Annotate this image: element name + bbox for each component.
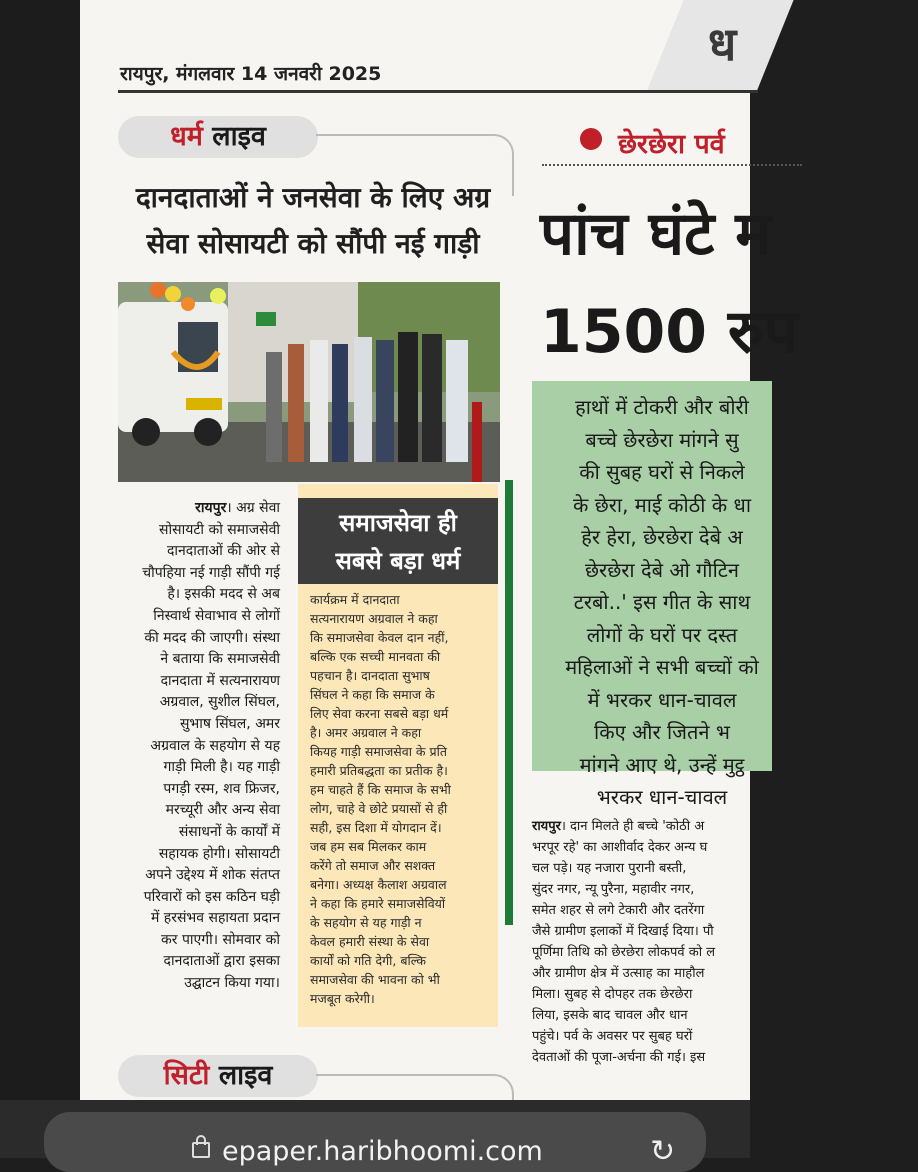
right-headline-line-1: पांच घंटे म (540, 199, 772, 269)
body-line: कर पाएगी। सोमवार को (161, 931, 280, 948)
section-label-city-live (118, 1055, 318, 1097)
green-line: हाथों में टोकरी और बोरी (575, 395, 749, 419)
right-body-line: मिला। सुबह से दोपहर तक छेरछेरा (532, 987, 693, 1002)
green-line: हेर हेरा, छेरछेरा देबे अ (581, 525, 743, 549)
sidebar-line: जब हम सब मिलकर काम (310, 839, 427, 854)
right-body-line: और ग्रामीण क्षेत्र में उत्साह का माहौल (532, 966, 705, 981)
body-line: निस्वार्थ सेवाभाव से लोगों (153, 607, 280, 624)
green-line: के छेरा, माई कोठी के धा (572, 492, 752, 517)
column-divider (505, 480, 513, 925)
headline-line-2: सेवा सोसायटी को सौंपी नई गाड़ी (146, 227, 480, 260)
body-line: परिवारों को इस कठिन घड़ी (143, 888, 280, 905)
headline-line-1: दानदाताओं ने जनसेवा के लिए अग्र (135, 181, 491, 214)
section-label-dharm-live (118, 116, 318, 158)
sidebar-line: लोग, चाहे वे छोटे प्रयासों से ही (310, 801, 448, 816)
sidebar-line: कार्यों को गति देगी, बल्कि (310, 953, 426, 968)
newspaper-page[interactable] (80, 0, 798, 1100)
article-body (120, 498, 280, 995)
sidebar-line: सिंघल ने कहा कि समाज के (310, 687, 435, 702)
right-body-line: देवताओं की पूजा-अर्चना की गई। इस (532, 1050, 706, 1065)
sidebar-line: है। अमर अग्रवाल ने कहा (310, 725, 422, 740)
green-highlight-box (532, 381, 772, 809)
sidebar-line: के सहयोग से यह गाड़ी न (310, 915, 422, 930)
reload-icon[interactable]: ↻ (650, 1134, 676, 1169)
body-line: की मदद की जाएगी। संस्था (144, 629, 280, 646)
right-body-line: चल पड़े। यह नजारा पुरानी बस्ती, (532, 861, 687, 876)
sidebar-title-line-2: सबसे बड़ा धर्म (335, 547, 461, 575)
sidebar-line: मजबूत करेगी। (310, 991, 375, 1006)
lock-icon (192, 1142, 210, 1158)
body-line: मरच्यूरी और अन्य सेवा (165, 802, 280, 819)
right-body-line: । दान मिलते ही बच्चे 'कोठी अ (560, 819, 705, 834)
sidebar-title (298, 498, 498, 584)
right-body-line: पूर्णिमा तिथि को छेरछेरा लोकपर्व को ल (532, 945, 716, 960)
right-body-line: समेत शहर से लगे टेकारी और दतरेंगा (532, 903, 705, 918)
sidebar-line: कि समाजसेवा केवल दान नहीं, (310, 630, 449, 645)
body-line: दानदाताओं द्वारा इसका (163, 953, 280, 970)
bullet-dot-icon (580, 128, 602, 150)
page-dateline: रायपुर, मंगलवार 14 जनवरी 2025 (120, 63, 382, 85)
sidebar-line: केवल हमारी संस्था के सेवा (310, 934, 430, 949)
sidebar-line: सत्यनारायण अग्रवाल ने कहा (310, 611, 438, 626)
sidebar-line: हमारी प्रतिबद्धता का प्रतीक है। (310, 763, 448, 778)
green-line: बच्चे छेरछेरा मांगने सु (585, 427, 739, 452)
body-line: अपने उद्देश्य में शोक संतप्त (145, 867, 280, 884)
body-line: चौपहिया नई गाड़ी सौंपी गई (142, 564, 280, 581)
body-line: में हरसंभव सहायता प्रदान (150, 910, 280, 927)
dotted-rule (542, 164, 802, 166)
sidebar-title-line-1: समाजसेवा ही (339, 509, 457, 537)
section-label-part1: सिटी (163, 1060, 210, 1091)
right-kicker: छेरछेरा पर्व (618, 129, 725, 160)
sidebar-line: पहचान है। दानदाता सुभाष (310, 668, 430, 683)
green-line: में भरकर धान-चावल (587, 687, 737, 712)
body-line: ने बताया कि समाजसेवी (160, 651, 280, 668)
green-line: लोगों के घरों पर दस्त (586, 622, 738, 647)
left-dark-margin (0, 0, 80, 1100)
sidebar-line: हम चाहते हैं कि समाज के सभी (310, 782, 451, 797)
sidebar-line: समाजसेवा की भावना को भी (310, 972, 440, 987)
section-label-part1: धर्म (170, 121, 203, 152)
green-line: मांगने आए थे, उन्हें मुट्ठ (579, 752, 745, 777)
sidebar-line: सही, इस दिशा में योगदान दें। (310, 820, 442, 835)
top-rule (118, 90, 758, 93)
body-line: अग्रवाल के सहयोग से यह (150, 737, 280, 754)
green-line: टरबो..' इस गीत के साथ (573, 590, 751, 614)
right-body-dateline: रायपुर (532, 819, 561, 834)
right-body-line: पहुंचे। पर्व के अवसर पर सुबह घरों (532, 1029, 693, 1044)
body-line: दानदाताओं की ओर से (166, 543, 280, 560)
right-body-line: जैसे ग्रामीण इलाकों में दिखाई दिया। पौ (532, 924, 714, 939)
body-line: पगड़ी रस्म, शव फ्रिजर, (163, 780, 280, 797)
sidebar-line: कियह गाड़ी समाजसेवा के प्रति (310, 744, 447, 759)
green-line: महिलाओं ने सभी बच्चों को (565, 655, 759, 679)
url-text[interactable]: epaper.haribhoomi.com (222, 1136, 543, 1167)
sidebar-line: बल्कि एक सच्ची मानवता की (310, 649, 441, 664)
body-line: है। इसकी मदद से अब (167, 586, 280, 603)
body-line: सोसायटी को समाजसेवी (159, 521, 280, 538)
right-article-body (532, 816, 772, 1068)
masthead-text: ध (708, 17, 737, 71)
body-dateline: रायपुर (195, 500, 227, 516)
green-line: छेरछेरा देबे ओ गौटिन (585, 557, 739, 582)
sidebar-line: करेंगे तो समाज और सशक्त (310, 858, 436, 873)
sidebar-line: लिए सेवा करना सबसे बड़ा धर्म (310, 706, 449, 721)
right-body-line: लिया, इसके बाद चावल और धान (532, 1008, 688, 1023)
sidebar-line: कार्यक्रम में दानदाता (310, 592, 400, 607)
body-line: अग्रवाल, सुशील सिंघल, (159, 694, 280, 711)
body-line: संसाधनों के कार्यों में (178, 823, 280, 840)
section-label-part2: लाइव (218, 1060, 273, 1091)
green-line: किए और जितने भ (594, 720, 730, 744)
green-line: भरकर धान-चावल (596, 785, 728, 809)
body-line: सहायक होगी। सोसायटी (158, 845, 280, 862)
right-body-line: भरपूर रहे' का आशीर्वाद देकर अन्य घ (532, 840, 708, 855)
article-headline (118, 175, 508, 267)
right-body-line: सुंदर नगर, न्यू पुरैना, महावीर नगर, (532, 882, 695, 897)
body-line: सुभाष सिंघल, अमर (179, 715, 280, 732)
green-box-text (532, 391, 792, 814)
article-photo (118, 282, 500, 482)
right-headline-line-2: 1500 रुप (540, 297, 798, 367)
sidebar-line: बनेगा। अध्यक्ष कैलाश अग्रवाल (310, 877, 447, 892)
body-line: । अग्र सेवा (226, 500, 280, 516)
sidebar-box (298, 484, 498, 1027)
photo-illustration (118, 282, 500, 482)
sidebar-line: ने कहा कि हमारे समाजसेवियों (310, 896, 446, 911)
body-line: गाड़ी मिली है। यह गाड़ी (163, 759, 280, 776)
body-line: दानदाता में सत्यनारायण (160, 672, 280, 689)
section-label-part2: लाइव (212, 121, 266, 152)
body-line: उद्घाटन किया गया। (184, 975, 280, 992)
green-line: की सुबह घरों से निकले (579, 460, 745, 484)
sidebar-body (310, 590, 492, 1008)
